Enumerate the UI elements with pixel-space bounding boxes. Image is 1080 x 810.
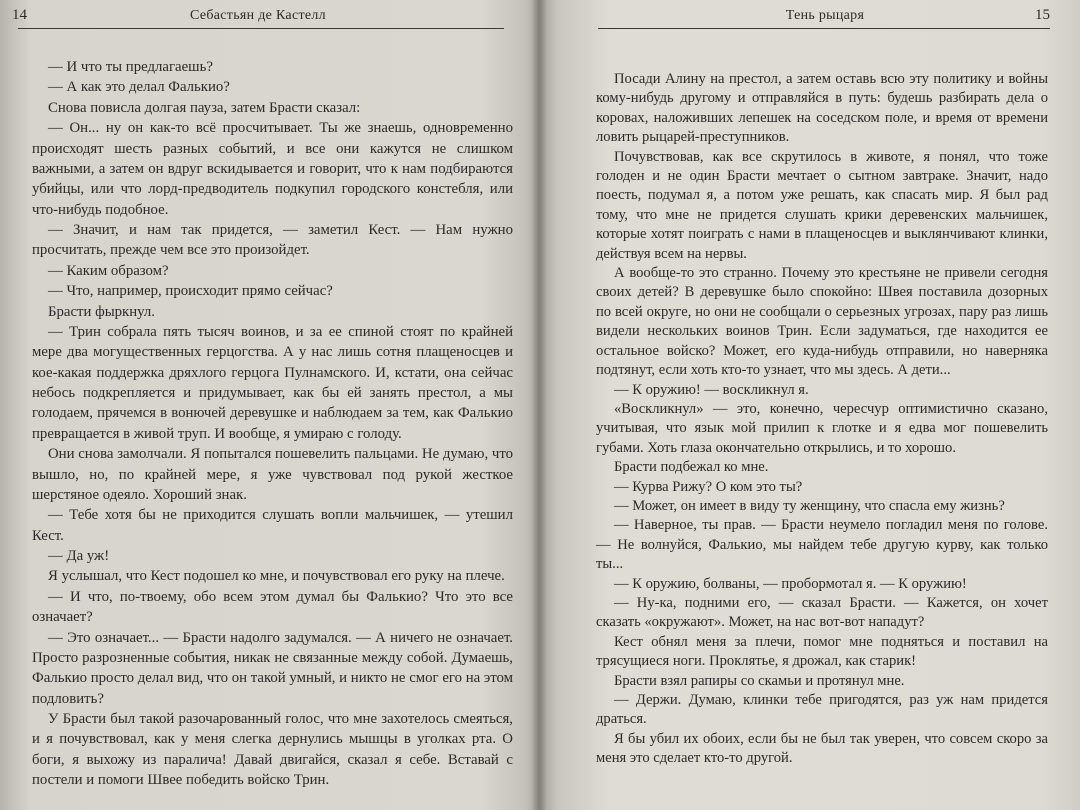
paragraph: Брасти подбежал ко мне.	[614, 459, 769, 476]
paragraph: — Трин собрала пять тысяч воинов, и за ее спиной стоят по крайней мере два могущественных герцогства. А у нас лишь сотня плащеносцев и кое-какая поддержка дряхлого герцога Пулнамского. И, кстати, она сейчас небось подкрепляется и придумывает, как бы ей занять престол, а мы голодаем, прячемся в вонючей деревушке и наблюдаем за тем, как Фалькио превращается в живой труп. И вообще, я умираю с голоду.	[32, 323, 513, 442]
paragraph: Посади Алину на престол, а затем оставь всю эту политику и войны кому-нибудь другому и отправляйся в путь: будешь разбирать дела о коровах, наложивших лепешек на соседском поле, и время от времени ловить рыцарей-преступников.	[596, 71, 1048, 146]
left-page-text	[32, 57, 513, 791]
paragraph: Кест обнял меня за плечи, помог мне подняться и поставил на трясущиеся ноги. Проклятье, я дрожал, как старик!	[596, 633, 1048, 670]
paragraph: Я бы убил их обоих, если бы не был так уверен, что совсем скоро за меня это сделает кто-то другой.	[596, 730, 1048, 767]
book-gutter	[531, 0, 547, 810]
paragraph: — Держи. Думаю, клинки тебе пригодятся, раз уж нам придется драться.	[596, 692, 1048, 728]
paragraph: Брасти взял рапиры со скамьи и протянул мне.	[614, 672, 905, 689]
paragraph: — К оружию, болваны, — пробормотал я. — К оружию!	[614, 575, 967, 592]
right-page	[540, 0, 1080, 810]
paragraph: «Воскликнул» — это, конечно, чересчур оптимистично сказано, учитывая, что язык мой прилип к глотке и я едва мог пошевелить губами. Хоть глаза окончательно открылись, и то хорошо.	[596, 400, 1048, 456]
right-page-text	[596, 70, 1048, 769]
left-running-head	[12, 4, 504, 26]
paragraph: У Брасти был такой разочарованный голос, что мне захотелось смеяться, и я почувствовал, как у меня слегка дернулись мышцы в уголках рта. О боги, я выхожу из паралича! Давай двигайся, сказал я себе. Вставай с постели и помоги Швее победить войско Трин.	[32, 711, 513, 789]
paragraph: — Это означает... — Брасти надолго задумался. — А ничего не означает. Просто разрозненные события, никак не связанные между собой. Думаешь, Фалькио просто делал вид, что он такой умный, и никто не смог его на этом подловить?	[32, 629, 513, 707]
paragraph: — Ну-ка, подними его, — сказал Брасти. — Кажется, он хочет сказать «окружают». Может, на нас вот-вот нападут?	[596, 594, 1048, 631]
paragraph: Я услышал, что Кест подошел ко мне, и почувствовал его руку на плече.	[48, 568, 505, 585]
paragraph: Брасти фыркнул.	[48, 303, 155, 320]
right-running-head	[600, 4, 1050, 26]
paragraph: — Курва Рижу? О ком это ты?	[614, 478, 803, 495]
paragraph: — Может, он имеет в виду ту женщину, что спасла ему жизнь?	[614, 497, 1005, 514]
paragraph: — Значит, и нам так придется, — заметил Кест. — Нам нужно просчитать, прежде чем все это произойдет.	[32, 222, 513, 259]
right-book-title: Тень рыцаря	[785, 8, 865, 23]
paragraph: — А как это делал Фалькио?	[48, 79, 230, 96]
paragraph: — Он... ну он как-то всё просчитывает. Ты же знаешь, одновременно происходят шесть разных событий, и все они кажутся не слишком важными, а затем он вдруг вскидывается и говорит, что к нам подбираются убийцы, или что лорд-предводитель подкупил городского констебля, или что-нибудь подобное.	[32, 120, 513, 218]
paragraph: — И что, по-твоему, обо всем этом думал бы Фалькио? Что это все означает?	[32, 588, 513, 626]
left-page-number: 14	[12, 7, 27, 23]
paragraph: А вообще-то это странно. Почему это крестьяне не привели сегодня своих детей? В деревушке было спокойно: Швея поставила дозорных по всей округе, но они не сообщали о серьезных угрозах, пару раз лишь видели нескольких воинов Трин. Если задуматься, где находится ее остальное войско? Может, его куда-нибудь отправили, но наверняка подтянут, если хоть кто-то узнает, что мы здесь. А дети...	[596, 265, 1048, 379]
left-header-rule	[18, 28, 504, 29]
paragraph: — Наверное, ты прав. — Брасти неумело погладил меня по голове. — Не волнуйся, Фалькио, мы найдем тебе другую курву, как только ты...	[596, 517, 1048, 573]
right-header-rule	[598, 28, 1050, 29]
right-page-number: 15	[1035, 7, 1050, 23]
paragraph: Почувствовав, как все скрутилось в животе, я понял, что тоже голоден и не один Брасти мечтает о сытном завтраке. Значит, надо поесть, подумал я, а потом уже решать, как спасать мир. Я был рад тому, что мне не придется слушать крики деревенских мальчишек, которые хотят поиграть с нами в плащеносцев и выклянчивают клинки, действуя всем на нервы.	[596, 148, 1048, 262]
paragraph: — И что ты предлагаешь?	[48, 59, 213, 75]
paragraph: Снова повисла долгая пауза, затем Брасти сказал:	[48, 99, 361, 116]
paragraph: — Каким образом?	[48, 262, 169, 279]
paragraph: — Что, например, происходит прямо сейчас?	[48, 283, 333, 300]
left-author-name: Себастьян де Кастелл	[190, 8, 326, 23]
paragraph: Они снова замолчали. Я попытался пошевелить пальцами. Не думаю, что вышло, но, по крайней мере, я уже чувствовал под рукой жесткое шерстяное одеяло. Хороший знак.	[32, 446, 513, 503]
paragraph: — Да уж!	[48, 548, 110, 564]
paragraph: — Тебе хотя бы не приходится слушать вопли мальчишек, — утешил Кест.	[32, 507, 513, 544]
paragraph: — К оружию! — воскликнул я.	[614, 381, 809, 398]
